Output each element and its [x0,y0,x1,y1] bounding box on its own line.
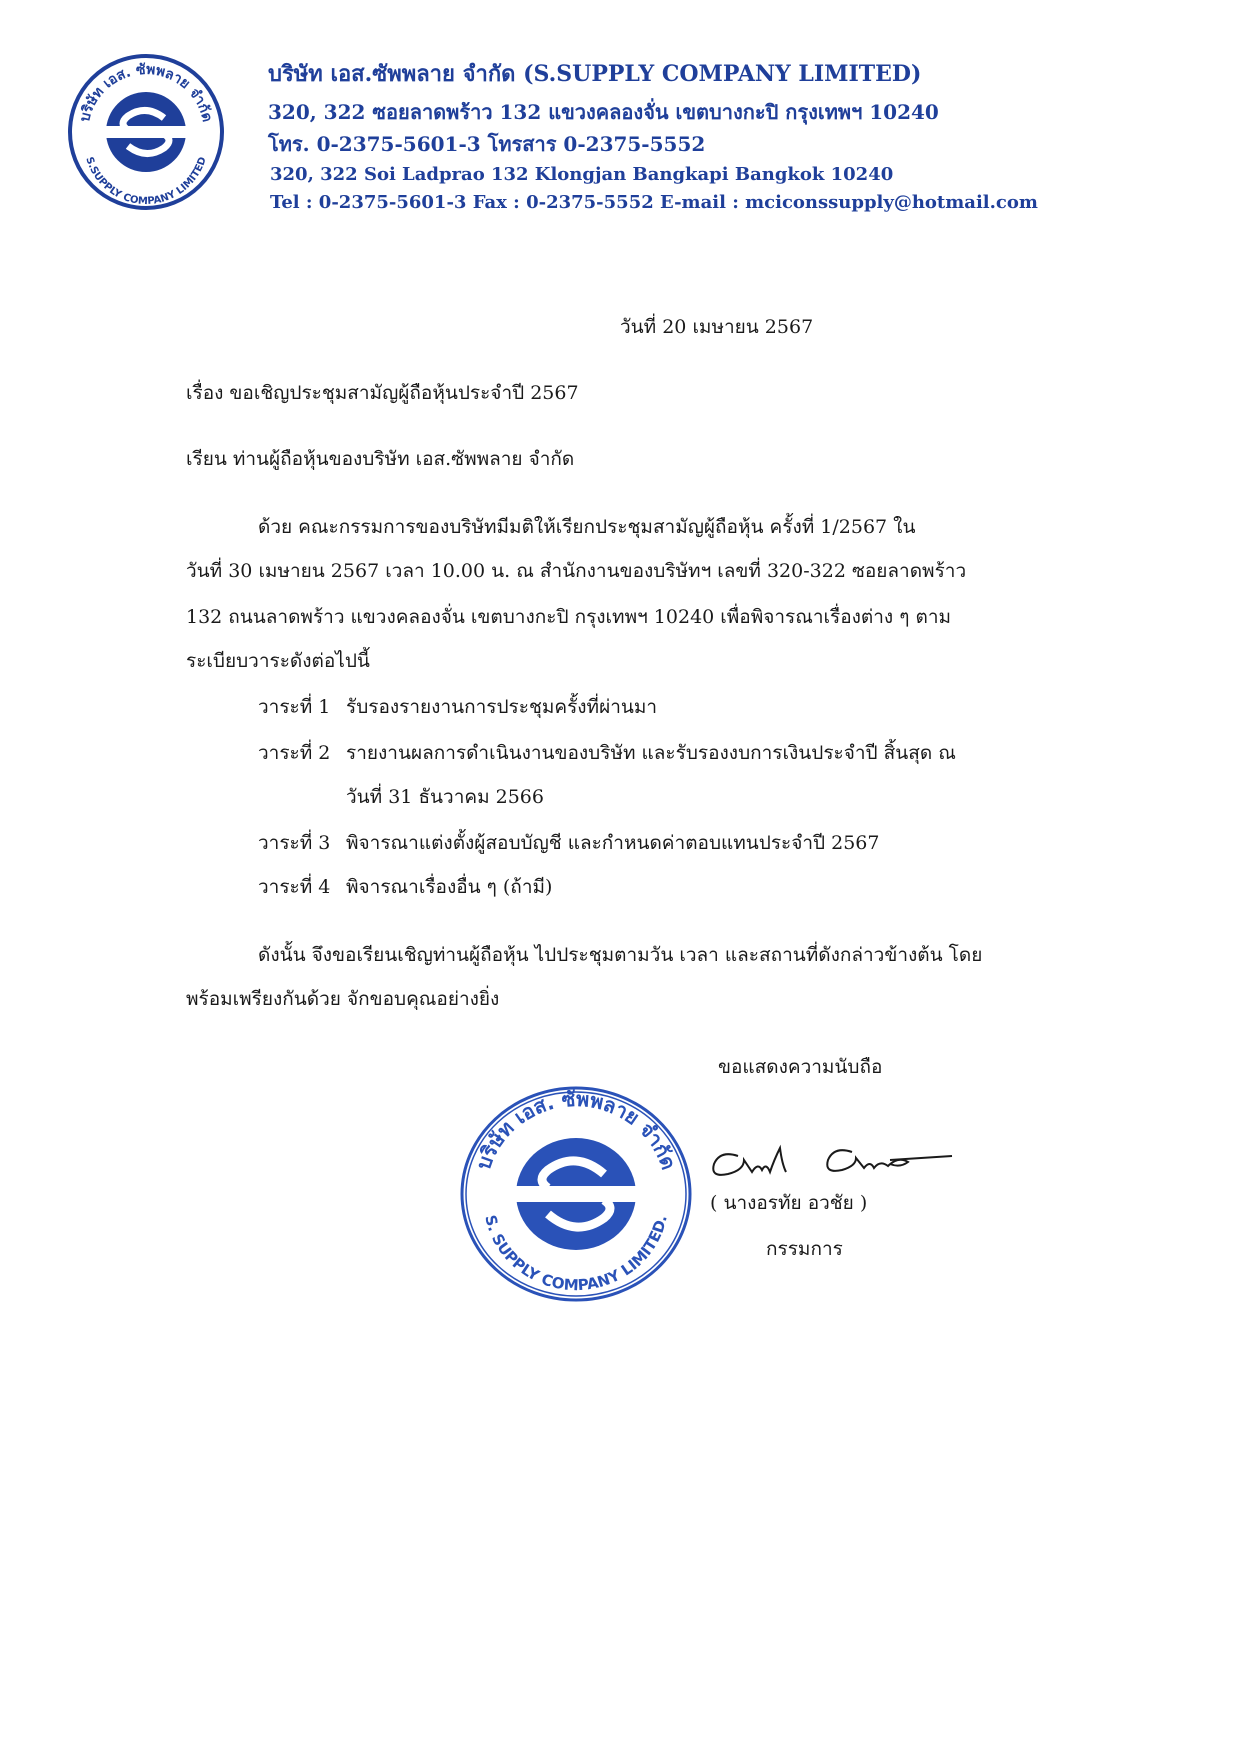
closing-line-1: ดังนั้น จึงขอเรียนเชิญท่านผู้ถือหุ้น ไปประชุมตามวัน เวลา และสถานที่ดังกล่าวข้างต้น โดย [258,944,983,966]
signer-title: กรรมการ [766,1238,843,1260]
agenda-text-2-cont: วันที่ 31 ธันวาคม 2566 [346,786,544,808]
address-english: 320, 322 Soi Ladprao 132 Klongjan Bangkapi Bangkok 10240 [270,164,894,185]
closing-line-2: พร้อมเพรียงกันด้วย จักขอบคุณอย่างยิ่ง [186,988,500,1010]
logo-bottom-text: S.SUPPLY COMPANY LIMITED [83,155,209,208]
agenda-label-3: วาระที่ 3 [258,832,331,854]
body-line-1: ด้วย คณะกรรมการของบริษัทมีมติให้เรียกประชุมสามัญผู้ถือหุ้น ครั้งที่ 1/2567 ใน [258,516,916,538]
agenda-text-3: พิจารณาแต่งตั้งผู้สอบบัญชี และกำหนดค่าตอบแทนประจำปี 2567 [346,832,880,854]
body-line-4: ระเบียบวาระดังต่อไปนี้ [186,650,370,672]
company-name-line: บริษัท เอส.ซัพพลาย จำกัด (S.SUPPLY COMPANY LIMITED) [268,61,922,87]
letter-salutation: เรียน ท่านผู้ถือหุ้นของบริษัท เอส.ซัพพลาย จำกัด [186,448,575,470]
agenda-text-1: รับรองรายงานการประชุมครั้งที่ผ่านมา [346,696,658,718]
logo-top-text: บริษัท เอส. ซัพพลาย จำกัด [76,61,216,124]
regards-text: ขอแสดงความนับถือ [718,1056,883,1078]
handwritten-signature [700,1134,960,1194]
agenda-text-2: รายงานผลการดำเนินงานของบริษัท และรับรองงบการเงินประจำปี สิ้นสุด ณ [346,742,956,764]
contact-english: Tel : 0-2375-5601-3 Fax : 0-2375-5552 E-mail : mciconssupply@hotmail.com [270,192,1038,213]
phone-thai: โทร. 0-2375-5601-3 โทรสาร 0-2375-5552 [268,132,706,156]
letter-date: วันที่ 20 เมษายน 2567 [620,316,814,338]
company-logo [66,52,226,212]
stamp-bottom-text: S. SUPPLY COMPANY LIMITED. [481,1213,671,1295]
agenda-label-2: วาระที่ 2 [258,742,331,764]
agenda-label-1: วาระที่ 1 [258,696,331,718]
company-stamp [458,1084,694,1304]
body-line-2: วันที่ 30 เมษายน 2567 เวลา 10.00 น. ณ สำนักงานของบริษัทฯ เลขที่ 320-322 ซอยลาดพร้าว [186,560,967,582]
stamp-top-text: บริษัท เอส. ซัพพลาย จำกัด [470,1086,682,1173]
agenda-label-4: วาระที่ 4 [258,876,331,898]
body-line-3: 132 ถนนลาดพร้าว แขวงคลองจั่น เขตบางกะปิ กรุงเทพฯ 10240 เพื่อพิจารณาเรื่องต่าง ๆ ตาม [186,606,952,628]
letter-subject: เรื่อง ขอเชิญประชุมสามัญผู้ถือหุ้นประจำปี 2567 [186,382,579,404]
signer-name: ( นางอรทัย อวชัย ) [710,1192,868,1214]
address-thai: 320, 322 ซอยลาดพร้าว 132 แขวงคลองจั่น เขตบางกะปิ กรุงเทพฯ 10240 [268,100,939,124]
agenda-text-4: พิจารณาเรื่องอื่น ๆ (ถ้ามี) [346,876,553,898]
